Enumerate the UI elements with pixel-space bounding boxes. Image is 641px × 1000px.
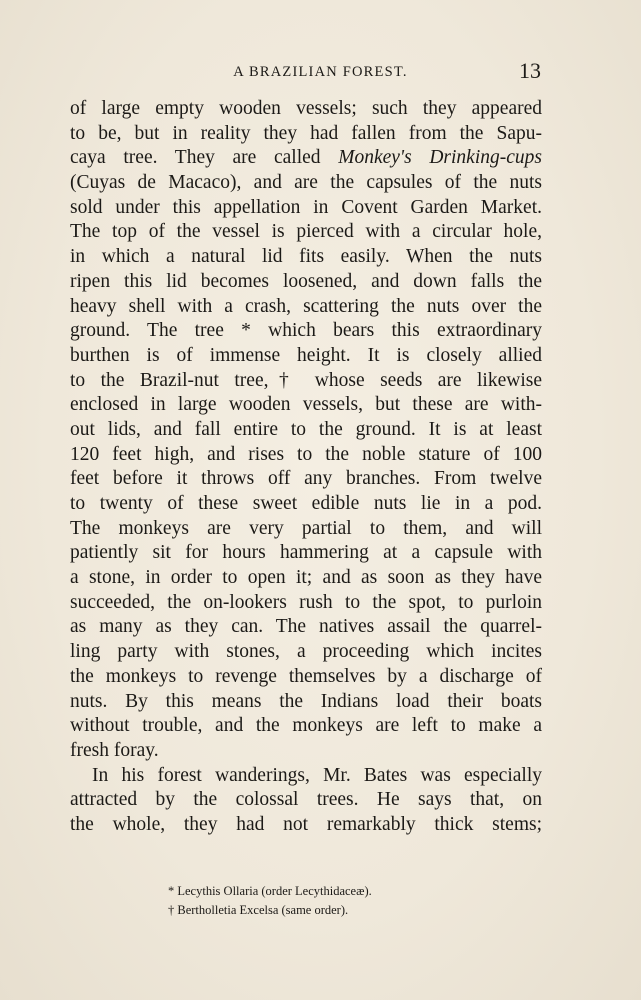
- text-line: to twenty of these sweet edible nuts lie in a pod.: [70, 493, 542, 514]
- text-line: a stone, in order to open it; and as soon as they have: [70, 567, 542, 589]
- text-line: In his forest wanderings, Mr. Bates was especially: [92, 764, 542, 786]
- footnotes: [0, 882, 641, 920]
- text-line: succeeded, the on-lookers rush to the spot, to purloin: [70, 591, 542, 613]
- text-line: enclosed in large wooden vessels, but these are with-: [70, 394, 542, 416]
- text-line: the whole, they had not remarkably thick stems;: [70, 813, 542, 835]
- text-line: as many as they can. The natives assail the quarrel-: [70, 616, 542, 638]
- text-line: heavy shell with a crash, scattering the nuts over the: [70, 295, 542, 317]
- text-line: nuts. By this means the Indians load their boats: [70, 690, 542, 712]
- text-line: the monkeys to revenge themselves by a discharge of: [70, 665, 542, 687]
- text-line: to the Brazil-nut tree,† whose seeds are likewise: [70, 369, 542, 391]
- text-line: ground. The tree * which bears this extraordinary: [70, 320, 542, 342]
- text-line: feet before it throws off any branches. From twelve: [70, 468, 542, 490]
- text-line: [70, 146, 542, 171]
- body-text: [70, 97, 542, 838]
- text-line: The monkeys are very partial to them, and will: [70, 517, 542, 539]
- text-line: attracted by the colossal trees. He says that, on: [70, 789, 542, 811]
- text-line: 120 feet high, and rises to the noble stature of 100: [70, 443, 542, 465]
- text-line: fresh foray.: [70, 739, 159, 761]
- text-line: to be, but in reality they had fallen from the Sapu-: [70, 122, 542, 144]
- footnote: † Bertholletia Excelsa (same order).: [168, 903, 349, 917]
- text-segment: caya tree. They are called: [70, 147, 339, 169]
- italic-phrase: Monkey's Drinking-cups: [338, 147, 542, 169]
- running-header-title: A BRAZILIAN FOREST.: [233, 64, 408, 80]
- text-line: ling party with stones, a proceeding which incites: [70, 641, 542, 663]
- text-line: sold under this appellation in Covent Garden Market.: [70, 196, 542, 218]
- text-line: patiently sit for hours hammering at a capsule with: [70, 542, 542, 564]
- text-line: ripen this lid becomes loosened, and down falls the: [70, 270, 542, 292]
- text-line: (Cuyas de Macaco), and are the capsules of the nuts: [70, 172, 542, 194]
- text-line: out lids, and fall entire to the ground. It is at least: [70, 418, 542, 440]
- text-line: of large empty wooden vessels; such they appeared: [70, 98, 542, 119]
- text-line: burthen is of immense height. It is closely allied: [70, 344, 542, 366]
- text-line: in which a natural lid fits easily. When the nuts: [70, 246, 542, 268]
- text-line: without trouble, and the monkeys are left to make a: [70, 715, 542, 737]
- page-number: 13: [519, 58, 541, 83]
- footnote: * Lecythis Ollaria (order Lecythidaceæ).: [168, 884, 372, 898]
- text-line: The top of the vessel is pierced with a circular hole,: [70, 221, 542, 243]
